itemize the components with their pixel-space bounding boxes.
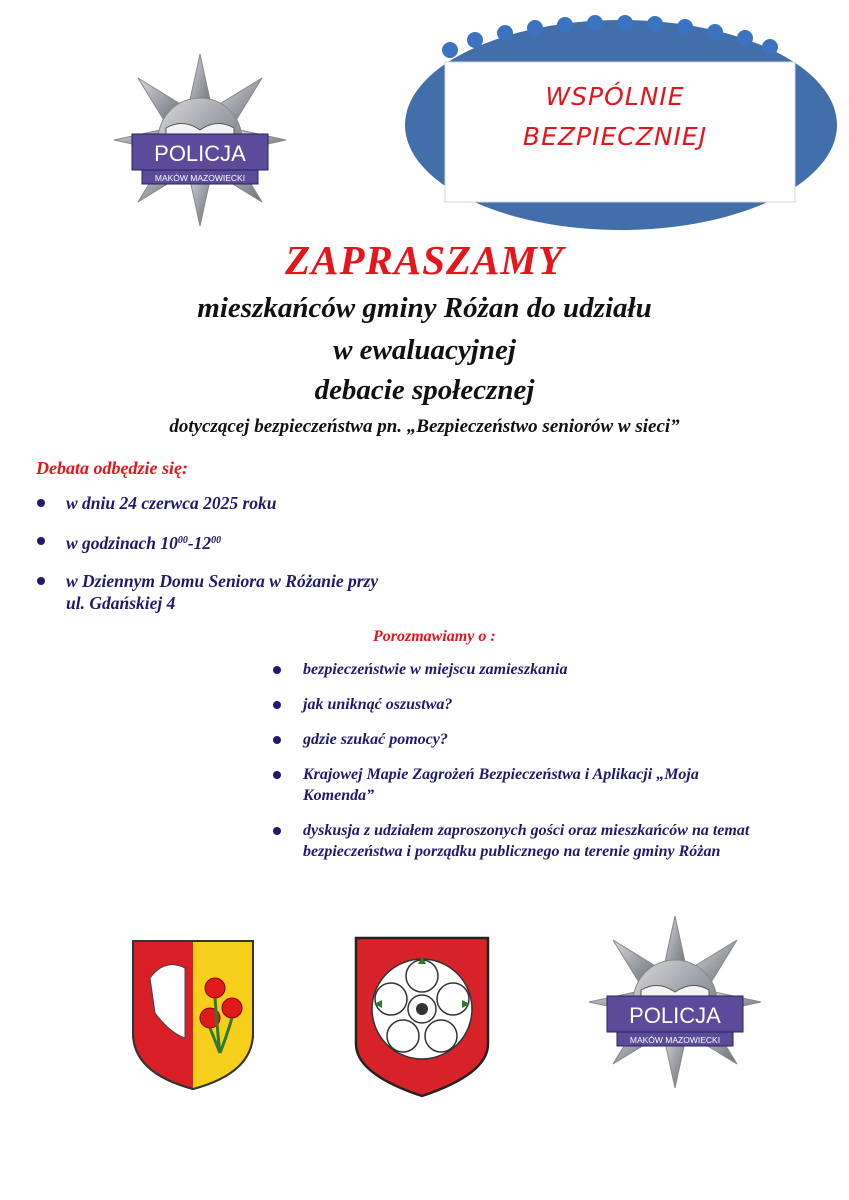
powiat-coat-of-arms (130, 938, 256, 1092)
topic-item: gdzie szukać pomocy? (270, 729, 790, 750)
invitation-line-1: mieszkańców gminy Różan do udziału (197, 292, 652, 324)
details-heading: Debata odbędzie się: (36, 458, 188, 478)
detail-date: w dniu 24 czerwca 2025 roku (34, 492, 378, 514)
topic-item: bezpieczeństwie w miejscu zamieszkania (270, 659, 790, 680)
topic-item: dyskusja z udziałem zaproszonych gości oraz mieszkańców na temat bezpieczeństwa i porządku publicznego na terenie gminy Różan (270, 820, 793, 862)
invitation-line-3: debacie społecznej (314, 374, 535, 406)
motto-line-2: BEZPIECZNIEJ (522, 122, 708, 151)
badge-subtext-top: MAKÓW MAZOWIECKI (154, 173, 246, 183)
badge-text-bottom: POLICJA (629, 1003, 721, 1028)
debate-topic: dotyczącej bezpieczeństwa pn. „Bezpieczeństwo seniorów w sieci” (169, 416, 680, 437)
rozan-coat-of-arms (352, 934, 492, 1099)
police-badge-top (110, 50, 290, 230)
detail-place: w Dziennym Domu Seniora w Różanie przy ul. Gdańskiej 4 (34, 570, 378, 614)
badge-subtext-bottom: MAKÓW MAZOWIECKI (629, 1035, 721, 1045)
police-badge-bottom (585, 912, 765, 1092)
detail-hours: w godzinach $10^{00}-12^{00}$ (34, 530, 378, 554)
main-title: ZAPRASZAMY (285, 237, 564, 283)
badge-text-top: POLICJA (154, 141, 246, 166)
topic-item: jak uniknąć oszustwa? (270, 694, 790, 715)
motto-line-1: WSPÓLNIE (545, 82, 685, 111)
invitation-line-2: w ewaluacyjnej (333, 334, 516, 366)
topic-item: Krajowej Mapie Zagrożeń Bezpieczeństwa i Aplikacji „Moja Komenda” (270, 764, 773, 806)
topics-heading: Porozmawiamy o : (373, 628, 496, 645)
